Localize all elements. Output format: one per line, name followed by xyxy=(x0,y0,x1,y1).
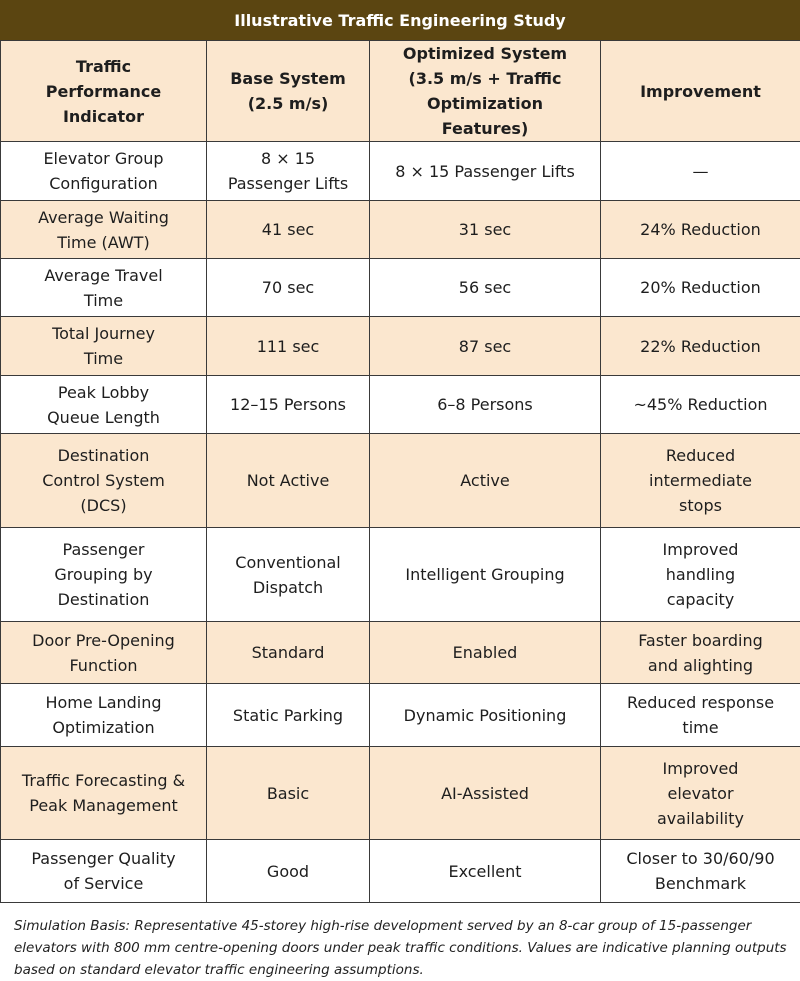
table-cell: Door Pre-Opening Function xyxy=(1,622,207,684)
table-cell: Reduced intermediate stops xyxy=(601,434,800,528)
table-cell: Elevator Group Configuration xyxy=(1,142,207,201)
table-row xyxy=(1,317,800,376)
table-cell: 87 sec xyxy=(370,317,601,376)
table-row xyxy=(1,142,800,201)
table-row xyxy=(1,201,800,259)
table-row xyxy=(1,376,800,434)
table-cell: Enabled xyxy=(370,622,601,684)
table-cell: Home Landing Optimization xyxy=(1,684,207,747)
table-cell: Faster boarding and alighting xyxy=(601,622,800,684)
table-cell: Total Journey Time xyxy=(1,317,207,376)
table-cell: Reduced response time xyxy=(601,684,800,747)
column-header: Traffic Performance Indicator xyxy=(1,41,207,142)
table-row xyxy=(1,259,800,317)
table-row xyxy=(1,684,800,747)
table-cell: 24% Reduction xyxy=(601,201,800,259)
table-cell: 111 sec xyxy=(207,317,370,376)
table-cell: Closer to 30/60/90 Benchmark xyxy=(601,840,800,903)
table-cell: 6–8 Persons xyxy=(370,376,601,434)
table-row xyxy=(1,434,800,528)
table-row xyxy=(1,622,800,684)
table-cell: Standard xyxy=(207,622,370,684)
table-cell: Passenger Grouping by Destination xyxy=(1,528,207,622)
table-cell: Passenger Quality of Service xyxy=(1,840,207,903)
table-row xyxy=(1,840,800,903)
table-cell: Traffic Forecasting & Peak Management xyxy=(1,747,207,840)
table-cell: 31 sec xyxy=(370,201,601,259)
table-cell: Intelligent Grouping xyxy=(370,528,601,622)
table-row xyxy=(1,528,800,622)
table-cell: Excellent xyxy=(370,840,601,903)
table-cell: 8 × 15 Passenger Lifts xyxy=(207,142,370,201)
table-cell: — xyxy=(601,142,800,201)
table-cell: 41 sec xyxy=(207,201,370,259)
table-cell: 8 × 15 Passenger Lifts xyxy=(370,142,601,201)
column-header: Improvement xyxy=(601,41,800,142)
table-cell: 20% Reduction xyxy=(601,259,800,317)
traffic-study-table xyxy=(0,40,800,903)
table-cell: 22% Reduction xyxy=(601,317,800,376)
header-row xyxy=(1,41,800,142)
table-cell: 70 sec xyxy=(207,259,370,317)
table-cell: Average Travel Time xyxy=(1,259,207,317)
table-cell: Static Parking xyxy=(207,684,370,747)
footnote: Simulation Basis: Representative 45-storey high-rise development served by an 8-car group of 15-passenger elevators with 800 mm centre-opening doors under peak traffic conditions. Values are indicative planning outputs based on standard elevator traffic engineering assumptions. xyxy=(0,903,800,981)
table-cell: Improved handling capacity xyxy=(601,528,800,622)
table-cell: Basic xyxy=(207,747,370,840)
table-cell: Destination Control System (DCS) xyxy=(1,434,207,528)
table-cell: AI-Assisted xyxy=(370,747,601,840)
table-cell: Peak Lobby Queue Length xyxy=(1,376,207,434)
column-header: Optimized System (3.5 m/s + Traffic Optimization Features) xyxy=(370,41,601,142)
table-cell: Dynamic Positioning xyxy=(370,684,601,747)
table-cell: Not Active xyxy=(207,434,370,528)
table-cell: Conventional Dispatch xyxy=(207,528,370,622)
table-cell: Average Waiting Time (AWT) xyxy=(1,201,207,259)
table-cell: 56 sec xyxy=(370,259,601,317)
table-cell: Improved elevator availability xyxy=(601,747,800,840)
table-cell: Good xyxy=(207,840,370,903)
table-title: Illustrative Traffic Engineering Study xyxy=(0,0,800,40)
table-cell: ~45% Reduction xyxy=(601,376,800,434)
table-row xyxy=(1,747,800,840)
column-header: Base System (2.5 m/s) xyxy=(207,41,370,142)
table-cell: 12–15 Persons xyxy=(207,376,370,434)
table-cell: Active xyxy=(370,434,601,528)
